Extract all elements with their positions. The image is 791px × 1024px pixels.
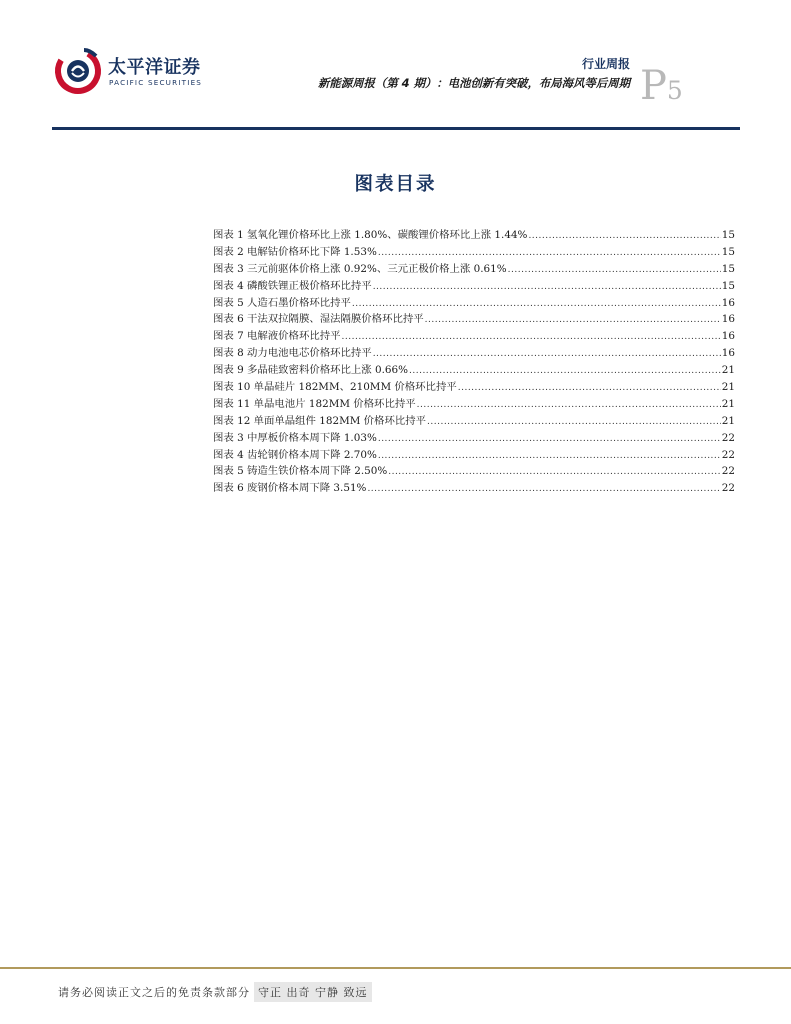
- toc-title: 图表目录: [354, 174, 437, 195]
- toc-item-page: 15: [721, 279, 735, 292]
- toc-dot-leader: [388, 467, 721, 477]
- toc-item-label: 图表 7 电解液价格环比持平: [213, 330, 341, 343]
- toc-item-page: 21: [721, 414, 735, 427]
- toc-item[interactable]: [213, 479, 735, 496]
- table-of-figures: [213, 226, 735, 496]
- toc-dot-leader: [425, 315, 721, 325]
- toc-dot-leader: [409, 366, 721, 376]
- toc-item-page: 22: [721, 448, 735, 461]
- toc-item[interactable]: [213, 277, 735, 294]
- toc-item-label: 图表 11 单晶电池片 182MM 价格环比持平: [213, 397, 416, 410]
- page-letter: P: [640, 63, 667, 109]
- toc-item-label: 图表 4 磷酸铁锂正极价格环比持平: [213, 279, 372, 292]
- toc-item[interactable]: [213, 462, 735, 479]
- toc-item-label: 图表 3 三元前驱体价格上涨 0.92%、三元正极价格上涨 0.61%: [213, 262, 507, 275]
- toc-item-label: 图表 6 废钢价格本周下降 3.51%: [213, 482, 367, 495]
- toc-item-label: 图表 4 齿轮钢价格本周下降 2.70%: [213, 448, 377, 461]
- toc-dot-leader: [378, 451, 721, 461]
- footer-divider: [0, 967, 791, 969]
- toc-item-page: 22: [721, 465, 735, 478]
- toc-dot-leader: [427, 417, 721, 427]
- toc-item[interactable]: [213, 310, 735, 327]
- toc-dot-leader: [378, 434, 721, 444]
- toc-item-label: 图表 8 动力电池电芯价格环比持平: [213, 347, 372, 360]
- toc-item-label: 图表 2 电解钴价格环比下降 1.53%: [213, 245, 377, 258]
- toc-dot-leader: [417, 400, 721, 410]
- toc-dot-leader: [373, 349, 721, 359]
- toc-dot-leader: [378, 248, 721, 258]
- toc-item[interactable]: [213, 344, 735, 361]
- toc-item-label: 图表 5 人造石墨价格环比持平: [213, 296, 351, 309]
- toc-item-label: 图表 9 多晶硅致密料价格环比上涨 0.66%: [213, 364, 408, 377]
- toc-dot-leader: [373, 282, 721, 292]
- logo-chinese-name: 太平洋证券: [108, 57, 201, 78]
- report-type: 行业周报: [581, 57, 630, 71]
- footer: [58, 982, 372, 1002]
- footer-disclaimer: 请务必阅读正文之后的免责条款部分: [58, 986, 250, 999]
- footer-motto: 守正 出奇 宁静 致远: [254, 982, 372, 1002]
- toc-item[interactable]: [213, 446, 735, 463]
- toc-item[interactable]: [213, 294, 735, 311]
- toc-item-page: 22: [721, 482, 735, 495]
- toc-item-label: 图表 3 中厚板价格本周下降 1.03%: [213, 431, 377, 444]
- toc-item[interactable]: [213, 361, 735, 378]
- toc-item-label: 图表 10 单晶硅片 182MM、210MM 价格环比持平: [213, 381, 457, 394]
- logo-english-name: PACIFIC SECURITIES: [109, 78, 203, 87]
- toc-dot-leader: [508, 265, 721, 275]
- toc-dot-leader: [342, 332, 721, 342]
- toc-item-page: 16: [721, 313, 735, 326]
- toc-dot-leader: [528, 231, 720, 241]
- toc-item[interactable]: [213, 395, 735, 412]
- header-divider: [52, 127, 740, 130]
- page-number: 5: [666, 76, 683, 105]
- toc-item[interactable]: [213, 412, 735, 429]
- toc-item-label: 图表 12 单面单晶组件 182MM 价格环比持平: [213, 414, 427, 427]
- page-number-label: [640, 63, 683, 109]
- toc-item-label: 图表 5 铸造生铁价格本周下降 2.50%: [213, 465, 388, 478]
- toc-item-label: 图表 6 干法双拉隔膜、湿法隔膜价格环比持平: [213, 313, 424, 326]
- toc-item-page: 15: [721, 262, 735, 275]
- toc-item-page: 21: [721, 381, 735, 394]
- toc-item-page: 16: [721, 347, 735, 360]
- toc-item[interactable]: [213, 243, 735, 260]
- toc-item[interactable]: [213, 226, 735, 243]
- toc-item-page: 21: [721, 364, 735, 377]
- toc-item-page: 15: [721, 245, 735, 258]
- toc-item-page: 15: [721, 229, 735, 241]
- toc-item[interactable]: [213, 429, 735, 446]
- toc-item[interactable]: [213, 260, 735, 277]
- toc-item-label: 图表 1 氢氧化锂价格环比上涨 1.80%、碳酸锂价格环比上涨 1.44%: [213, 229, 528, 241]
- toc-item-page: 21: [721, 397, 735, 410]
- toc-item[interactable]: [213, 378, 735, 395]
- toc-item-page: 16: [721, 296, 735, 309]
- toc-dot-leader: [458, 383, 721, 393]
- toc-dot-leader: [367, 484, 720, 494]
- toc-item-page: 22: [721, 431, 735, 444]
- toc-item[interactable]: [213, 327, 735, 344]
- toc-item-page: 16: [721, 330, 735, 343]
- pacific-securities-logo-icon: [52, 44, 104, 96]
- report-title: 新能源周报（第 4 期）：电池创新有突破，布局海风等后周期: [317, 76, 630, 90]
- company-logo: [52, 44, 212, 96]
- toc-dot-leader: [352, 299, 721, 309]
